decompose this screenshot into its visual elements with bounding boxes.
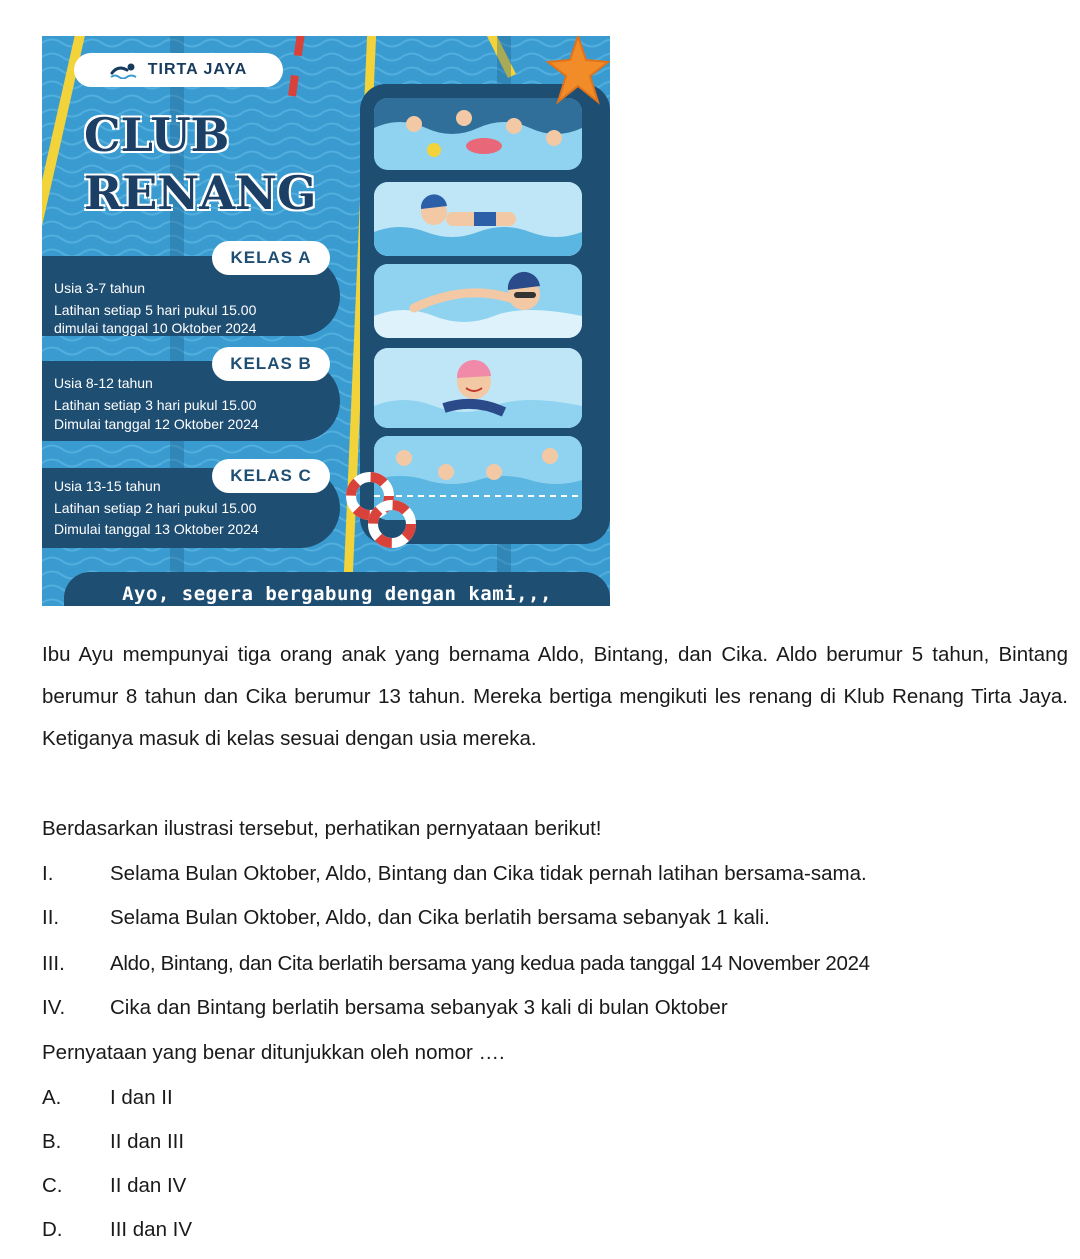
option-letter: C. [42, 1174, 63, 1197]
class-c-badge: KELAS C [212, 459, 330, 493]
class-c-age: Usia 13-15 tahun [54, 478, 161, 494]
swimmer-icon [110, 61, 138, 79]
statement-text: Selama Bulan Oktober, Aldo, Bintang dan Cika tidak pernah latihan bersama-sama. [110, 862, 867, 885]
option-d[interactable]: III dan IV [110, 1218, 193, 1241]
option-letter: A. [42, 1086, 62, 1109]
class-a-schedule: Latihan setiap 5 hari pukul 15.00 [54, 302, 257, 318]
question-prompt: Pernyataan yang benar ditunjukkan oleh nomor …. [42, 1041, 505, 1064]
statement-number: II. [42, 906, 60, 929]
class-b-age: Usia 8-12 tahun [54, 375, 153, 391]
illustration-column [360, 84, 610, 544]
class-b-schedule: Latihan setiap 3 hari pukul 15.00 [54, 397, 257, 413]
child-pink-cap-illustration [374, 348, 582, 428]
girl-swimming-goggles-illustration [374, 264, 582, 338]
class-a-start: dimulai tanggal 10 Oktober 2024 [54, 320, 257, 336]
poster-title-line2: RENANG [84, 166, 317, 220]
class-b-badge: KELAS B [212, 347, 330, 381]
statement-number: III. [42, 952, 65, 975]
statement-number: I. [42, 862, 54, 885]
class-b-start: Dimulai tanggal 12 Oktober 2024 [54, 416, 259, 432]
option-letter: D. [42, 1218, 63, 1241]
call-to-action: Ayo, segera bergabung dengan kami,,, [64, 572, 610, 606]
option-c[interactable]: II dan IV [110, 1174, 187, 1197]
statement-number: IV. [42, 996, 66, 1019]
kids-swimming-illustration [374, 98, 582, 170]
class-c-schedule: Latihan setiap 2 hari pukul 15.00 [54, 500, 257, 516]
class-a-badge: KELAS A [212, 241, 330, 275]
option-b[interactable]: II dan III [110, 1130, 185, 1153]
class-a-age: Usia 3-7 tahun [54, 280, 146, 296]
question-instruction: Berdasarkan ilustrasi tersebut, perhatikan pernyataan berikut! [42, 817, 602, 840]
swim-club-poster [42, 36, 610, 606]
statement-text: Aldo, Bintang, dan Cita berlatih bersama yang kedua pada tanggal 14 November 2024 [110, 952, 870, 975]
class-c-start: Dimulai tanggal 13 Oktober 2024 [54, 521, 259, 537]
boy-swimming-illustration [374, 182, 582, 256]
option-letter: B. [42, 1130, 62, 1153]
life-ring-icon [366, 498, 418, 550]
statement-text: Selama Bulan Oktober, Aldo, dan Cika berlatih bersama sebanyak 1 kali. [110, 906, 770, 929]
starfish-icon [546, 36, 610, 106]
statement-text: Cika dan Bintang berlatih bersama sebanyak 3 kali di bulan Oktober [110, 996, 728, 1019]
poster-title-line1: CLUB [84, 108, 230, 162]
question-paragraph: Ibu Ayu mempunyai tiga orang anak yang bernama Aldo, Bintang, dan Cika. Aldo berumur 5 tahun, Bintang berumur 8 tahun dan Cika berumur 13 tahun. Mereka bertiga mengikuti les renang di Klub Renang Tirta Jaya. Ketiganya masuk di kelas sesuai dengan usia mereka. [42, 643, 1068, 750]
brand-name: TIRTA JAYA [147, 61, 248, 78]
option-a[interactable]: I dan II [110, 1086, 173, 1109]
club-brand [74, 53, 283, 87]
